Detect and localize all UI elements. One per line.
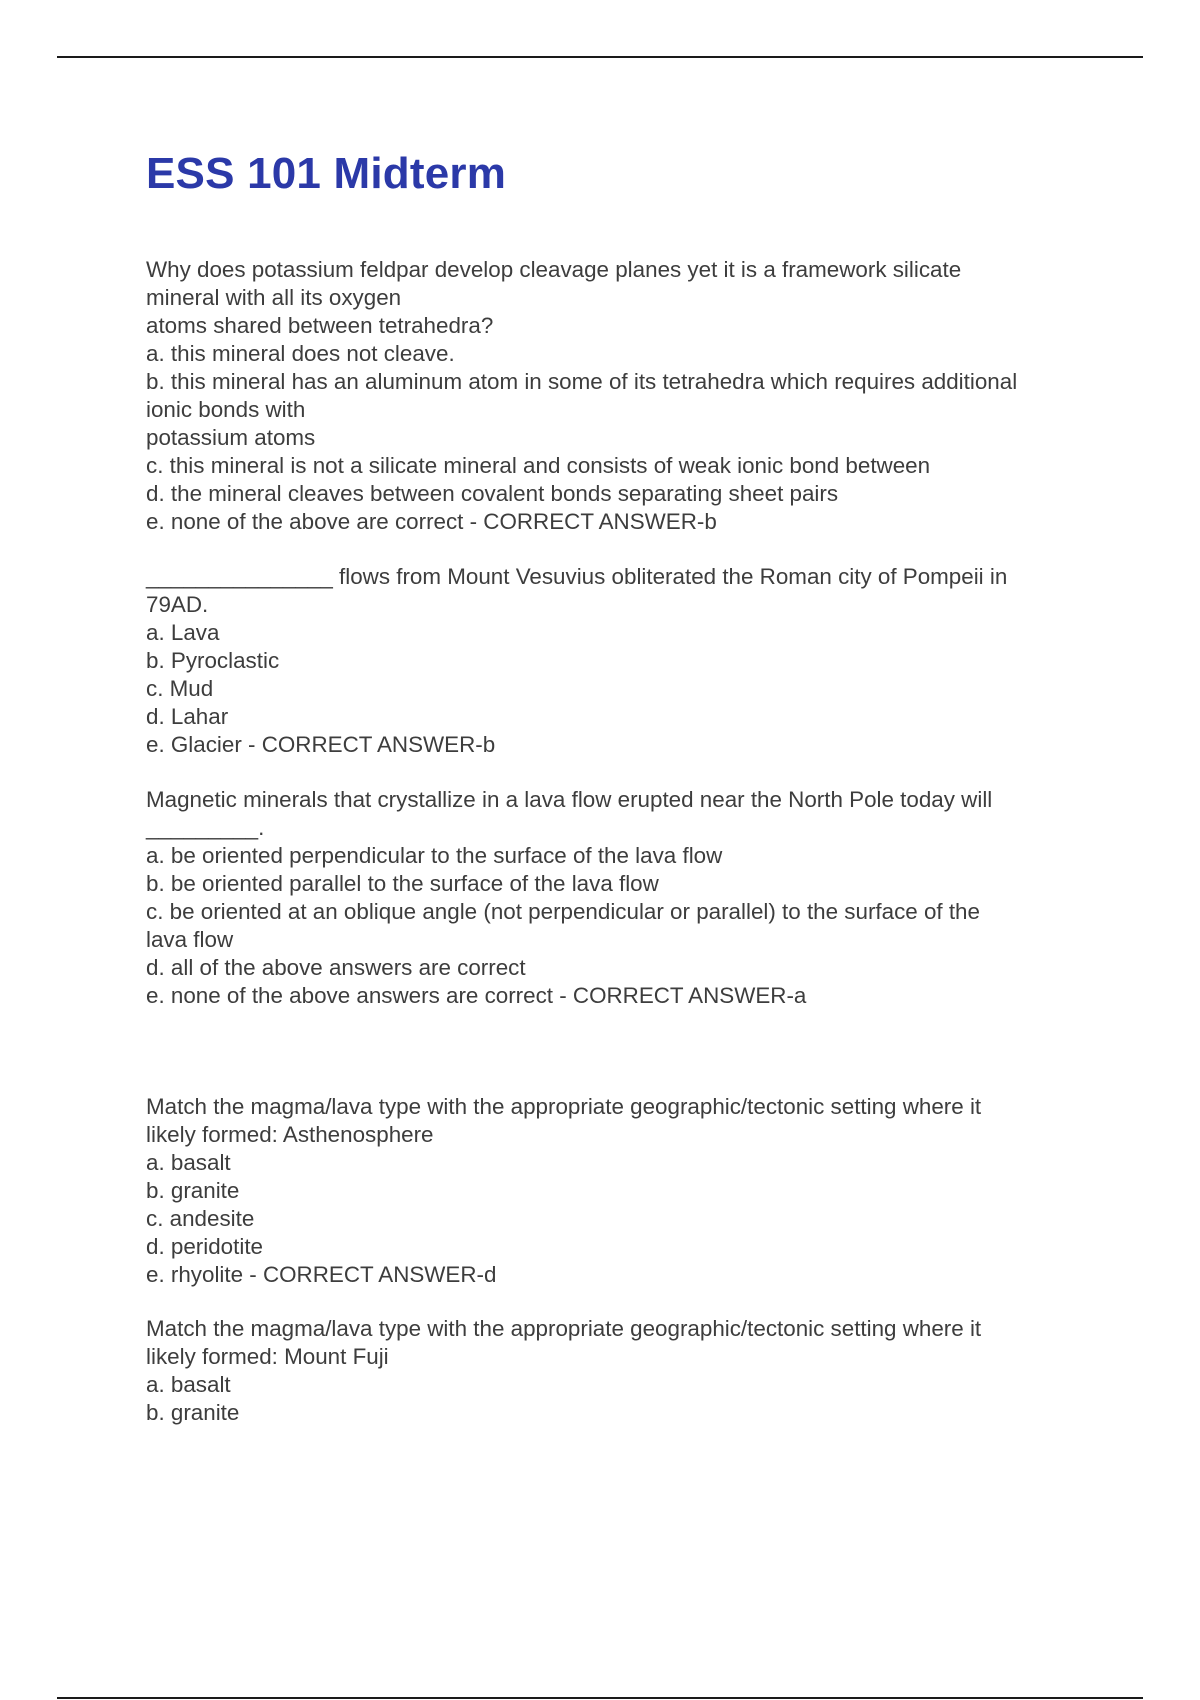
question-line: 79AD. (146, 592, 209, 617)
answer-option: a. basalt (146, 1372, 231, 1397)
answer-option: b. this mineral has an aluminum atom in some of its tetrahedra which requires additional (146, 369, 1018, 394)
answer-option: b. Pyroclastic (146, 648, 280, 673)
question-3 (146, 786, 1106, 1010)
answer-option: c. this mineral is not a silicate mineral and consists of weak ionic bond between (146, 453, 931, 478)
answer-option: d. the mineral cleaves between covalent bonds separating sheet pairs (146, 481, 839, 506)
answer-option-with-key: e. none of the above are correct - CORRECT ANSWER-b (146, 509, 717, 534)
answer-option: potassium atoms (146, 425, 316, 450)
answer-option-with-key: e. Glacier - CORRECT ANSWER-b (146, 732, 496, 757)
question-1 (146, 256, 1106, 536)
question-line: Match the magma/lava type with the appropriate geographic/tectonic setting where it (146, 1094, 982, 1119)
question-line: Why does potassium feldpar develop cleavage planes yet it is a framework silicate (146, 257, 962, 282)
answer-option: c. be oriented at an oblique angle (not perpendicular or parallel) to the surface of the (146, 899, 980, 924)
answer-option: ionic bonds with (146, 397, 306, 422)
answer-option: a. Lava (146, 620, 220, 645)
question-4 (146, 1093, 1106, 1289)
question-line: _______________ flows from Mount Vesuvius obliterated the Roman city of Pompeii in (146, 564, 1008, 589)
top-rule (57, 56, 1143, 58)
answer-option: d. Lahar (146, 704, 229, 729)
question-5 (146, 1315, 1106, 1427)
answer-option: lava flow (146, 927, 234, 952)
question-line: atoms shared between tetrahedra? (146, 313, 494, 338)
answer-option: c. Mud (146, 676, 214, 701)
answer-option: b. be oriented parallel to the surface of the lava flow (146, 871, 659, 896)
answer-option: a. be oriented perpendicular to the surface of the lava flow (146, 843, 723, 868)
question-line: likely formed: Asthenosphere (146, 1122, 434, 1147)
question-line: likely formed: Mount Fuji (146, 1344, 389, 1369)
answer-option: b. granite (146, 1178, 240, 1203)
page-title: ESS 101 Midterm (146, 149, 507, 198)
answer-option: d. all of the above answers are correct (146, 955, 526, 980)
question-2 (146, 563, 1106, 759)
question-line: Match the magma/lava type with the appropriate geographic/tectonic setting where it (146, 1316, 982, 1341)
answer-option: b. granite (146, 1400, 240, 1425)
question-line: _________. (146, 815, 265, 840)
answer-option: a. basalt (146, 1150, 231, 1175)
answer-option: c. andesite (146, 1206, 255, 1231)
question-line: mineral with all its oxygen (146, 285, 402, 310)
question-line: Magnetic minerals that crystallize in a lava flow erupted near the North Pole today will (146, 787, 993, 812)
bottom-rule (57, 1697, 1143, 1699)
answer-option: d. peridotite (146, 1234, 264, 1259)
answer-option-with-key: e. rhyolite - CORRECT ANSWER-d (146, 1262, 497, 1287)
answer-option-with-key: e. none of the above answers are correct - CORRECT ANSWER-a (146, 983, 807, 1008)
answer-option: a. this mineral does not cleave. (146, 341, 455, 366)
